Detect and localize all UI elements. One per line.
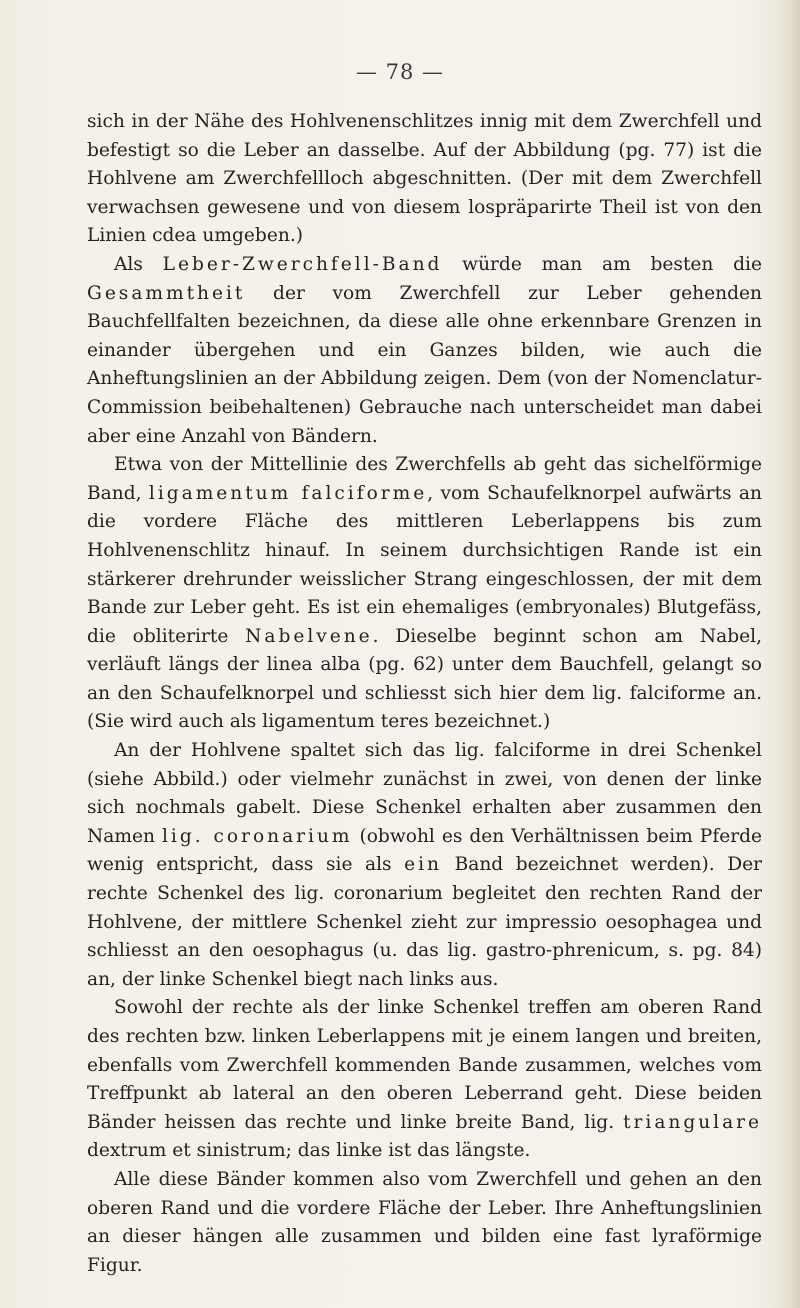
spaced-term: triangulare bbox=[623, 1111, 762, 1133]
text-run: der vom Zwerchfell zur Leber gehenden Bauchfellfalten bezeichnen, da diese alle ohne erkennbare Grenzen in einander übergehen und ein Ganzes bilden, wie auch die Anheftungslinien an der Abbildung zeigen. Dem (von der Nomenclatur-Commission beibehaltenen) Gebrauche nach unterscheidet man dabei aber eine Anzahl von Bändern. bbox=[87, 282, 762, 447]
body-text bbox=[87, 108, 762, 1280]
text-run: An der Hohlvene spaltet sich das lig. falciforme in drei Schenkel (siehe Abbild.) oder vielmehr zunächst in zwei, von denen der linke sich nochmals gabelt. Diese Schenkel erhalten aber zusammen den Namen bbox=[87, 740, 762, 847]
text-run: Sowohl der rechte als der linke Schenkel treffen am oberen Rand des rechten bzw. linken Leberlappens mit je einem langen und breiten, ebenfalls vom Zwerchfell kommenden Bande zusammen, welches vom Treffpunkt ab lateral an den oberen Leberrand geht. Diese beiden Bänder heissen das rechte und linke breite Band, lig. bbox=[87, 997, 762, 1133]
paragraph bbox=[87, 251, 762, 451]
text-run: . Dieselbe beginnt schon am Nabel, verläuft längs der linea alba (pg. 62) unter dem Bauchfell, gelangt so an den Schaufelknorpel und schliesst sich hier dem lig. falciforme an. (Sie wird auch als ligamentum teres bezeichnet.) bbox=[87, 625, 762, 733]
spaced-term: lig. coronarium bbox=[161, 825, 353, 847]
text-run: würde man am besten die bbox=[442, 253, 762, 275]
paragraph bbox=[87, 1166, 762, 1280]
page-number: — 78 — bbox=[355, 60, 445, 84]
paragraph bbox=[87, 737, 762, 994]
spaced-term: Nabelvene bbox=[245, 625, 373, 647]
spaced-term: ligamentum falciforme bbox=[148, 482, 428, 504]
paragraph bbox=[87, 451, 762, 737]
paragraph bbox=[87, 994, 762, 1166]
spaced-term: Gesammtheit bbox=[87, 282, 246, 304]
paragraph bbox=[87, 108, 762, 251]
text-run: , vom Schaufelknorpel aufwärts an die vordere Fläche des mittleren Leberlappens bis zum Hohlvenenschlitz hinauf. In seinem durchsichtigen Rande ist ein stärkerer drehrunder weisslicher Strang eingeschlossen, der mit dem Bande zur Leber geht. Es ist ein ehemaliges (embryonales) Blutgefäss, die obliterirte bbox=[87, 482, 762, 647]
text-run: (obwohl es den Verhältnissen beim Pferde wenig entspricht, dass sie als bbox=[87, 825, 762, 876]
text-run: Etwa von der Mittellinie des Zwerchfells ab geht das sichelförmige Band, bbox=[87, 454, 762, 504]
spaced-term: ein bbox=[404, 854, 443, 876]
text-run: Band bezeichnet werden). Der rechte Schenkel des lig. coronarium begleitet den rechten Rand der Hohlvene, der mittlere Schenkel zieht zur impressio oesophagea und schliesst an den oesophagus (u. das lig. gastro-phrenicum, s. pg. 84) an, der linke Schenkel biegt nach links aus. bbox=[87, 854, 762, 990]
text-run: Als bbox=[114, 253, 163, 275]
page-edge-shadow bbox=[774, 0, 800, 1308]
text-run: Alle diese Bänder kommen also vom Zwerchfell und gehen an den oberen Rand und die vordere Fläche der Leber. Ihre Anheftungslinien an dieser hängen alle zusammen und bilden eine fast lyraförmige Figur. bbox=[87, 1168, 762, 1276]
text-run: dextrum et sinistrum; das linke ist das längste. bbox=[87, 1140, 531, 1162]
spaced-term: Leber-Zwerchfell-Band bbox=[162, 253, 443, 275]
text-run: sich in der Nähe des Hohlvenenschlitzes innig mit dem Zwerchfell und befestigt so die Leber an dasselbe. Auf der Abbildung (pg. 77) ist die Hohlvene am Zwerchfellloch abgeschnitten. (Der mit dem Zwerchfell verwachsen gewesene und von diesem lospräparirte Theil ist von den Linien cdea umgeben.) bbox=[87, 111, 762, 247]
